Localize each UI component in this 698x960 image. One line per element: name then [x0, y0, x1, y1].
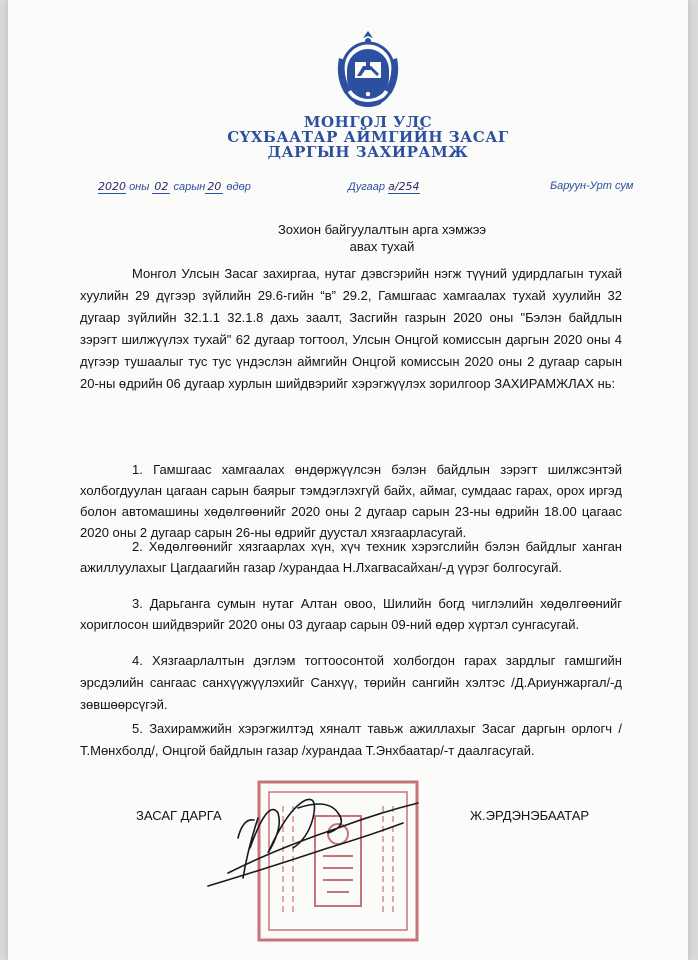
signatory-name: Ж.ЭРДЭНЭБААТАР	[470, 808, 590, 823]
document-page	[8, 0, 688, 960]
document-place: Баруун-Урт сум	[550, 180, 634, 192]
document-date	[98, 180, 251, 194]
number-label: Дугаар	[348, 181, 386, 193]
intro-text: Монгол Улсын Засаг захиргаа, нутаг дэвсгэрийн нэгж түүний удирдлагын тухай хуулийн 29 дүгээр зүйлийн 29.6-гийн “в” 29.2, Гамшгаас хамгаалах тухай хуулийн 32 дугаар зүйлийн 32.1.1 32.1.8 дахь заалт, Засгийн газрын 2020 оны "Бэлэн байдлын зэрэгт шилжүүлэх тухай" 62 дугаар тогтоол, Улсын Онцгой комиссын даргын 2020 оны 4 дүгээр тушаалыг тус тус үндэслэн аймгийн Онцгой комиссын 2020 оны 2 дугаар сарын 20-ны өдрийн 06 дугаар хурлын шийдвэрийг хэрэгжүүлэх зорилгоор ЗАХИРАМЖЛАХ нь:	[80, 266, 622, 391]
number-value: а/254	[388, 180, 420, 193]
date-day-label: өдөр	[226, 181, 251, 193]
state-emblem-icon	[333, 28, 403, 112]
order-item-4	[80, 650, 622, 716]
order-item-3	[80, 593, 622, 635]
order-item-2-text: 2. Хөдөлгөөнийг хязгаарлах хүн, хүч техник хэрэгслийн бэлэн байдлыг ханган ажиллуулахыг Цагдаагийн газар /хурандаа Н.Лхагвасайхан/-д үүрэг болгосугай.	[80, 539, 622, 575]
order-item-5-text: 5. Захирамжийн хэрэгжилтэд хяналт тавьж ажиллахыг Засаг даргын орлогч /Т.Мөнхболд/, Онцгой байдлын газар /хурандаа Т.Энхбаатар/-т даалгасугай.	[80, 721, 622, 758]
header-country: МОНГОЛ УЛС	[303, 113, 433, 131]
order-item-3-text: 3. Дарьганга сумын нутаг Алтан овоо, Шилийн богд чиглэлийн хөдөлгөөнийг хориглосон шийдвэрийг 2020 оны 03 дугаар сарын 09-ний өдөр хүртэл сунгасугай.	[80, 596, 622, 632]
date-year: 2020	[98, 180, 126, 193]
date-month: 02	[154, 180, 169, 193]
header-authority: СҮХБААТАР АЙМГИЙН ЗАСАГ	[227, 128, 509, 146]
signatory-title: ЗАСАГ ДАРГА	[136, 808, 222, 823]
date-day: 20	[207, 180, 222, 193]
document-title	[252, 221, 512, 255]
header-document-type: ДАРГЫН ЗАХИРАМЖ	[267, 143, 469, 161]
order-item-4-text: 4. Хязгаарлалтын дэглэм тогтоосонтой холбогдон гарах зардлыг гамшгийн эрсдэлийн сангаас санхүүжүүлэхийг Санхүү, төрийн сангийн хэлтэс /Д.Ариунжаргал/-д зөвшөөрсүгэй.	[80, 653, 622, 712]
intro-paragraph	[80, 263, 622, 395]
order-item-1-text: 1. Гамшгаас хамгаалах өндөржүүлсэн бэлэн байдлын зэрэгт шилжсэнтэй холбогдуулан цагаан сарын баярыг тэмдэглэхгүй байх, аймаг, сумдаас гарах, орох иргэд болон автомашины хөдөлгөөнийг 2020 оны 2 дугаар сарын 23-ны өдрийн 18.00 цагаас 2020 оны 2 дугаар сарын 26-ны өдрийг дуустал хязгаарласугай.	[80, 462, 622, 540]
order-item-1	[80, 459, 622, 543]
date-month-label: сарын	[173, 181, 206, 193]
date-year-label: оны	[129, 181, 150, 193]
title-line-2: авах тухай	[349, 239, 415, 254]
order-item-2	[80, 536, 622, 578]
order-item-5	[80, 718, 622, 762]
document-number	[348, 180, 420, 194]
title-line-1: Зохион байгуулалтын арга хэмжээ	[277, 222, 487, 237]
handwritten-signature-icon	[188, 778, 428, 898]
